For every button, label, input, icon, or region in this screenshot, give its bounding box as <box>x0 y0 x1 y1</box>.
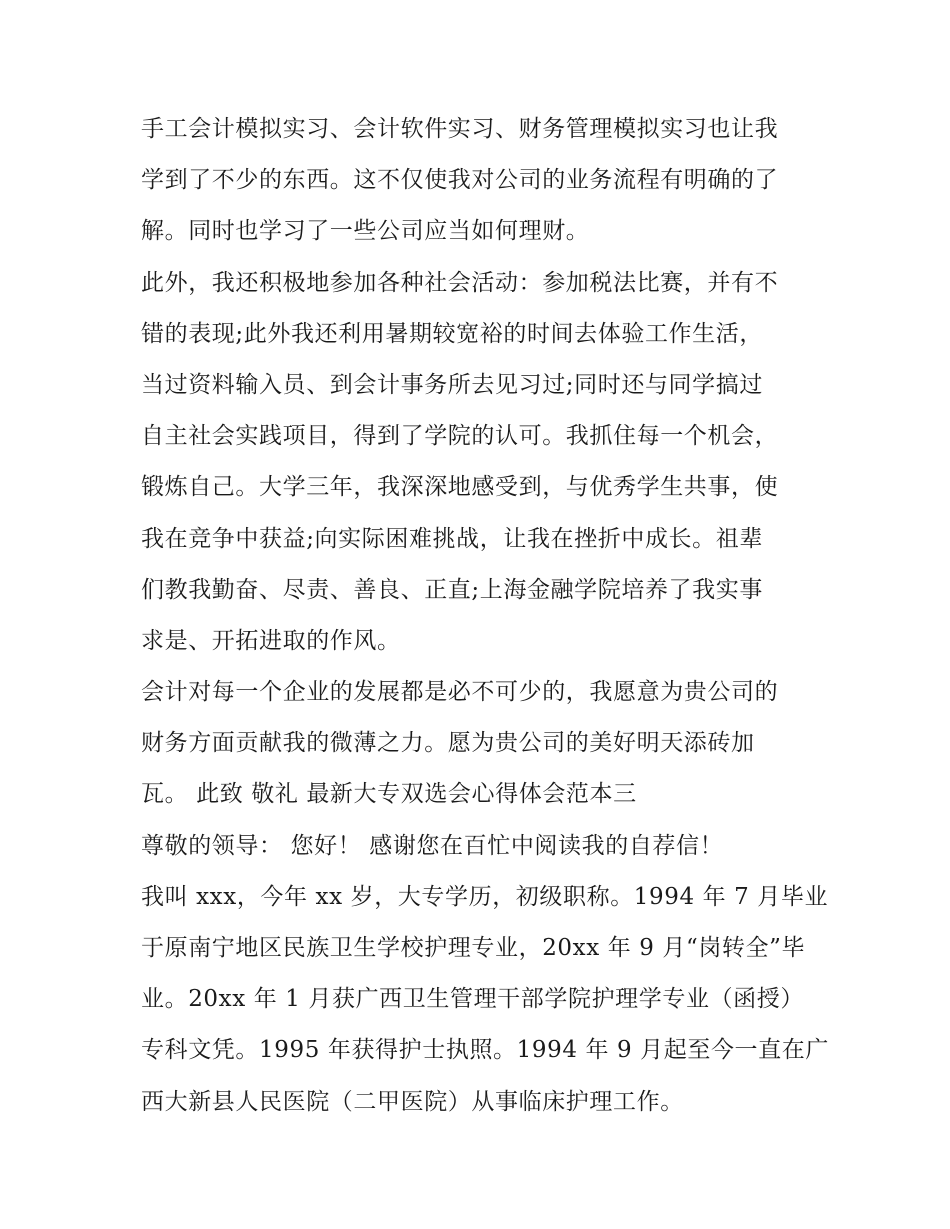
text-line: 求是、开拓进取的作风。 <box>141 627 401 654</box>
text-line: 们教我勤奋、尽责、善良、正直;上海金融学院培养了我实事 <box>141 576 763 603</box>
text-line: 我叫 xxx，今年 xx 岁，大专学历，初级职称。1994 年 7 月毕业 <box>141 883 829 910</box>
text-line: 解。同时也学习了一些公司应当如何理财。 <box>141 218 590 245</box>
text-line: 学到了不少的东西。这不仅使我对公司的业务流程有明确的了 <box>141 167 779 194</box>
text-line: 西大新县人民医院（二甲医院）从事临床护理工作。 <box>141 1088 684 1115</box>
text-line: 错的表现;此外我还利用暑期较宽裕的时间去体验工作生活， <box>141 320 763 347</box>
text-line: 手工会计模拟实习、会计软件实习、财务管理模拟实习也让我 <box>141 116 779 142</box>
text-line: 锻炼自己。大学三年，我深深地感受到，与优秀学生共事，使 <box>141 474 779 501</box>
text-line: 瓦。 此致 敬礼 最新大专双选会心得体会范本三 <box>141 781 637 808</box>
text-line: 此外，我还积极地参加各种社会活动：参加税法比赛，并有不 <box>141 269 779 296</box>
text-line: 业。20xx 年 1 月获广西卫生管理干部学院护理学专业（函授） <box>141 986 804 1013</box>
text-line: 会计对每一个企业的发展都是必不可少的，我愿意为贵公司的 <box>141 679 779 706</box>
text-line: 专科文凭。1995 年获得护士执照。1994 年 9 月起至今一直在广 <box>141 1037 829 1064</box>
text-line: 自主社会实践项目，得到了学院的认可。我抓住每一个机会， <box>141 423 779 450</box>
text-line: 财务方面贡献我的微薄之力。愿为贵公司的美好明天添砖加 <box>141 730 755 757</box>
text-line: 当过资料输入员、到会计事务所去见习过;同时还与同学搞过 <box>141 371 763 398</box>
text-line: 我在竞争中获益;向实际困难挑战，让我在挫折中成长。祖辈 <box>141 525 763 552</box>
text-line: 于原南宁地区民族卫生学校护理专业，20xx 年 9 月“岗转全”毕 <box>141 935 806 961</box>
document-body <box>141 104 829 1128</box>
text-line: 尊敬的领导： 您好！ 感谢您在百忙中阅读我的自荐信！ <box>141 832 724 859</box>
